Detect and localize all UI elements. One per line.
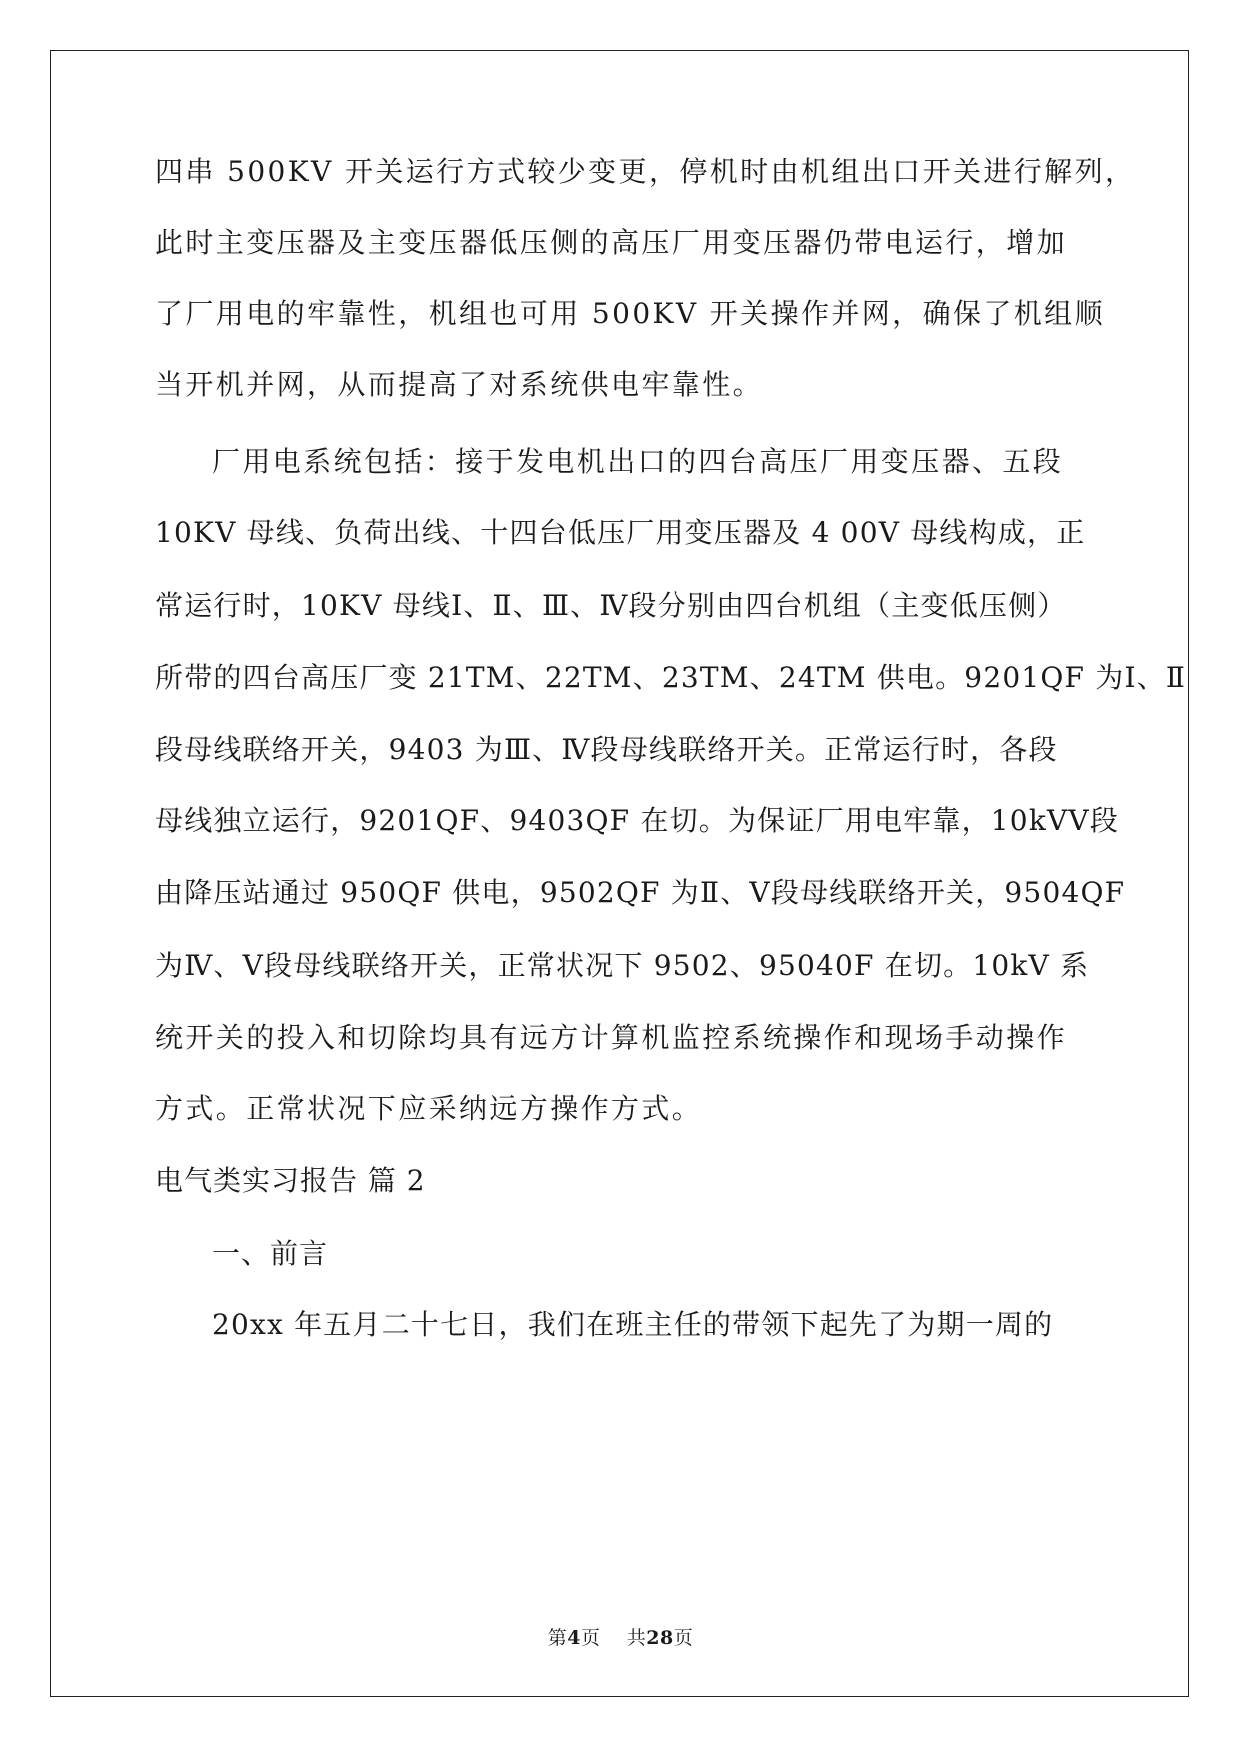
page-footer xyxy=(0,1626,1241,1650)
footer-page-prefix: 第 xyxy=(547,1627,568,1649)
paragraph-2-line-9: 统开关的投入和切除均具有远方计算机监控系统操作和现场手动操作 xyxy=(155,1021,1068,1054)
footer-total-pages: 28 xyxy=(646,1627,674,1649)
paragraph-2-line-10: 方式。正常状况下应采纳远方操作方式。 xyxy=(155,1092,703,1125)
paragraph-2-line-2: 10KV 母线、负荷出线、十四台低压厂用变压器及 4 00V 母线构成，正 xyxy=(155,516,1086,549)
footer-total-prefix: 共 xyxy=(626,1627,647,1649)
paragraph-1-line-3: 了厂用电的牢靠性，机组也可用 500KV 开关操作并网，确保了机组顺 xyxy=(155,297,1105,330)
paragraph-2-line-8: 为Ⅳ、Ⅴ段母线联络开关，正常状况下 9502、95040F 在切。10kV 系 xyxy=(155,949,1090,982)
footer-page-suffix: 页 xyxy=(581,1627,601,1649)
footer-total-suffix: 页 xyxy=(673,1627,694,1649)
paragraph-2-line-3: 常运行时，10KV 母线Ⅰ、Ⅱ、Ⅲ、Ⅳ段分别由四台机组（主变低压侧） xyxy=(155,589,1067,622)
paragraph-1-line-1: 四串 500KV 开关运行方式较少变更，停机时由机组出口开关进行解列， xyxy=(155,155,1136,188)
paragraph-1-line-4: 当开机并网，从而提高了对系统供电牢靠性。 xyxy=(155,368,764,401)
paragraph-1-line-2: 此时主变压器及主变压器低压侧的高压厂用变压器仍带电运行，增加 xyxy=(155,226,1068,259)
subsection-title: 一、前言 xyxy=(212,1237,329,1270)
paragraph-2-line-6: 母线独立运行，9201QF、9403QF 在切。为保证厂用电牢靠，10kVⅤ段 xyxy=(155,804,1120,837)
paragraph-2-line-5: 段母线联络开关，9403 为Ⅲ、Ⅳ段母线联络开关。正常运行时，各段 xyxy=(155,733,1058,766)
paragraph-2-line-7: 由降压站通过 950QF 供电，9502QF 为Ⅱ、Ⅴ段母线联络开关，9504QF xyxy=(155,876,1126,909)
paragraph-2-line-4: 所带的四台高压厂变 21TM、22TM、23TM、24TM 供电。9201QF 为Ⅰ、Ⅱ xyxy=(155,661,1187,694)
section-title: 电气类实习报告 篇 2 xyxy=(155,1164,426,1197)
footer-page-number: 4 xyxy=(567,1627,582,1649)
paragraph-2-line-1: 厂用电系统包括：接于发电机出口的四台高压厂用变压器、五段 xyxy=(212,445,1064,478)
intro-paragraph-line: 20xx 年五月二十七日，我们在班主任的带领下起先了为期一周的 xyxy=(212,1308,1054,1341)
